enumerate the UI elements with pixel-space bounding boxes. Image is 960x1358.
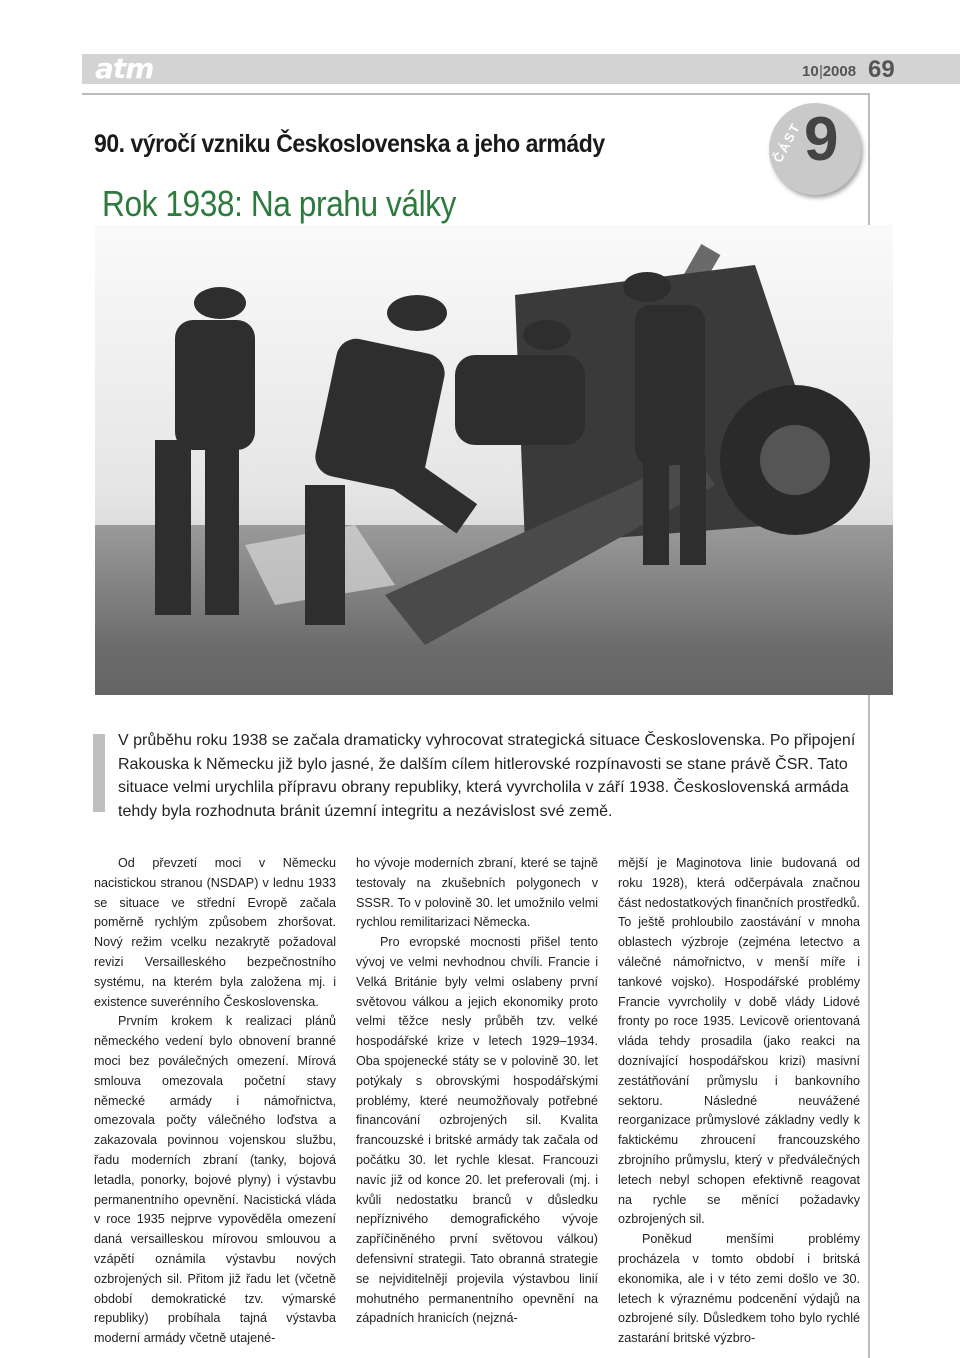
paragraph: Poněkud menšími problémy procházela v tomto období i britská ekonomika, ale i v této zemi došlo ve 30. letech k výraznému podcenění výdajů na ozbrojené síly. Důsledkem toho bylo rychlé zastarání britské výzbro- xyxy=(618,1232,860,1346)
lead-drop-cap xyxy=(93,734,105,812)
paragraph: Pro evropské mocnosti přišel tento vývoj ve velmi nevhodnou chvíli. Francie i Velká Británie byly velmi oslabeny první světovou válkou a jejich ekonomiky proto velmi těžce nesly průběh tzv. velké hospodářské krize v letech 1929–1934. Oba spojenecké státy se v polovině 30. let potýkaly s obrovskými hospodářskými problémy, které neumožňovaly potřebné financování ozbrojených sil. Kvalita francouzské i britské armády tak začala od počátku 30. let rychle klesat. Francouzi navíc již od konce 20. let preferovali (mj. i kvůli nedostatku branců v důsledku nepříznivého demografického vývoje zapříčiněného první světovou válkou) defensivní strategii. Tato obranná strategie se nejviditelněji projevila výstavbou linií mohutného permanentního opevnění na západních hranicích (nejzná- xyxy=(356,935,598,1326)
paragraph: ho vývoje moderních zbraní, které se tajně testovaly na zkušebních polygonech v SSSR. To v polovině 30. let umožnilo velmi rychlou remilitarizaci Německa. xyxy=(356,856,598,930)
issue-info xyxy=(802,63,856,80)
part-label: ČÁST xyxy=(770,119,804,166)
page-number: 69 xyxy=(868,56,895,83)
paragraph: mější je Maginotova linie budovaná od roku 1928), která odčerpávala značnou část nedostatkových finančních prostředků. To ještě prohloubilo zaostávání v mnoha oblastech výzbroje (zejména letectvo a válečné námořnictvo, v menší míře i tankové vojsko). Hospodářské problémy Francie vyvrcholily v době vlády Lidové fronty po roce 1935. Levicově orientovaná vláda tehdy prosadila (jako reakci na doznívající hospodářskou krizi) masivní zestátňování průmyslu i bankovního sektoru. Následné neuvážené reorganizace průmyslové základny vedly k faktickému zhroucení francouzského zbrojního průmyslu, který v předválečných letech nebyl schopen efektivně reagovat na rychle se měnící požadavky ozbrojených sil. xyxy=(618,856,860,1227)
text-column-3 xyxy=(618,854,860,1349)
series-title: 90. výročí vzniku Československa a jeho armády xyxy=(94,130,605,158)
frame-top xyxy=(82,93,870,95)
issue-separator xyxy=(820,65,822,79)
issue-year: 2008 xyxy=(822,63,857,80)
article-title: Rok 1938: Na prahu války xyxy=(102,183,456,224)
issue-number: 10 xyxy=(802,63,819,80)
soldiers-artillery-photo xyxy=(95,225,893,695)
text-column-1 xyxy=(94,854,336,1349)
paragraph: Prvním krokem k realizaci plánů německého vedení bylo obnovení branné moci bez poválečných omezení. Mírová smlouva omezovala početní stavy německé armády i námořnictva, omezovala počty válečného loďstva a zakazovala povinnou vojenskou službu, řadu moderních zbraní (tanky, bojová letadla, ponorky, bojové plyny) i výstavbu permanentního opevnění. Nacistická vláda v roce 1935 nejprve vypověděla omezení daná versailleskou mírovou smlouvou a vzápětí oznámila výstavbu nových ozbrojených sil. Přitom již řadu let (včetně období demokratické tzv. výmarské republiky) probíhala tajná výstavba moderní armády včetně utajené- xyxy=(94,1014,336,1346)
part-number: 9 xyxy=(804,105,839,174)
paragraph: Od převzetí moci v Německu nacistickou stranou (NSDAP) v lednu 1933 se situace ve střední Evropě začala poměrně rychlým způsobem zhoršovat. Nový režim vcelku nezakrytě požadoval revizi Versailleského bezpečnostního systému, na kterém byla založena mj. i existence suverénního Československa. xyxy=(94,856,336,1009)
text-column-2 xyxy=(356,854,598,1329)
lead-paragraph: V průběhu roku 1938 se začala dramaticky vyhrocovat strategická situace Československa. Po připojení Rakouska k Německu již bylo jasné, že dalším cílem hitlerovské rozpínavosti se stane právě ČSR. Tato situace velmi urychlila přípravu obrany republiky, která vyvrcholila v září 1938. Československá armáda tehdy byla rozhodnuta bránit územní integritu a nezávislost své země. xyxy=(118,732,856,820)
magazine-logo: atm xyxy=(95,52,154,85)
